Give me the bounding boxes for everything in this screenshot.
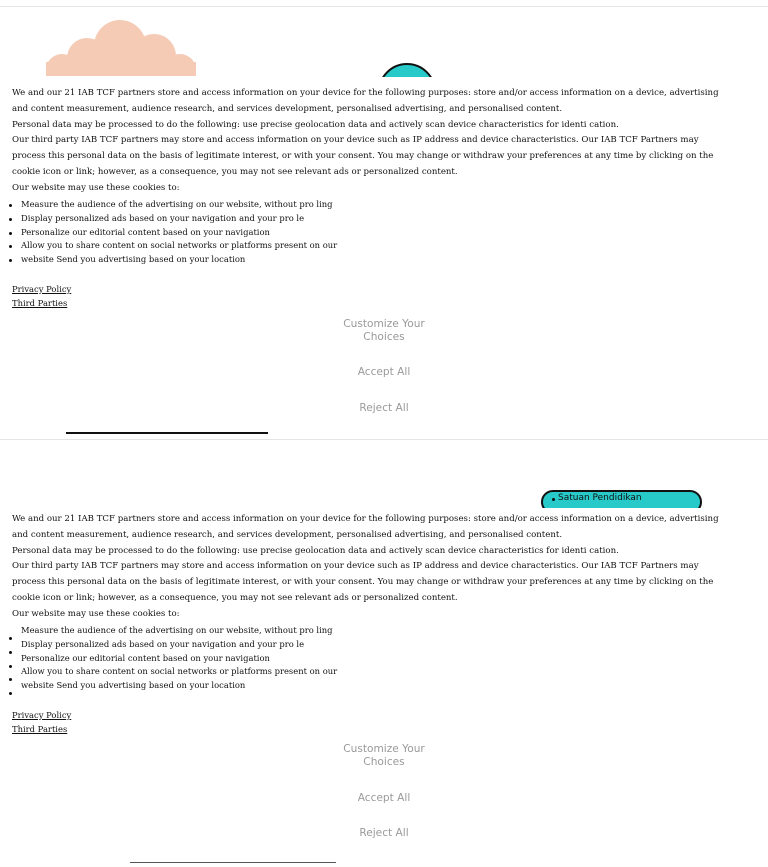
bullet-icon (9, 245, 12, 248)
list-item: Allow you to share content on social networks or platforms present on our (0, 665, 768, 679)
consent-intro-text: We and our 21 IAB TCF partners store and access information on your device for the following purposes: store and/or access information on a device, advertising and content measurement, audience research, and services development, personalised advertising, and personalised content. (12, 88, 719, 114)
section-divider (0, 439, 768, 440)
reject-all-button[interactable]: Reject All (359, 827, 409, 839)
bottom-divider-fragment (130, 862, 336, 867)
consent-intro-text: We and our 21 IAB TCF partners store and access information on your device for the following purposes: store and/or access information on a device, advertising and content measurement, audience research, and services development, personalised advertising, and personalised content. (12, 514, 719, 540)
cloud-illustration (42, 18, 198, 76)
teal-circle-decoration (378, 63, 436, 77)
pill-label: Satuan Pendidikan (558, 493, 642, 503)
consent-banner (0, 86, 768, 308)
customize-choices-button[interactable]: Customize Your Choices (329, 318, 439, 343)
satuan-pendidikan-pill[interactable] (541, 490, 702, 508)
list-item: Display personalized ads based on your navigation and your pro le (0, 212, 768, 226)
third-party-text: Our third party IAB TCF partners may store and access information on your device such as IP address and device characteristics. Our IAB TCF Partners may process this personal data on the basis of legitimate interest, or with your consent. You may change or withdraw your preferences at any time by clicking on the cookie icon or link; however, as a consequence, you may not see relevant ads or personalized content. (12, 135, 714, 177)
bullet-icon (9, 259, 12, 262)
list-item: Measure the audience of the advertising on our website, without pro ling (0, 198, 768, 212)
privacy-policy-link[interactable]: Privacy Policy (12, 709, 72, 720)
bullet-icon (9, 692, 12, 695)
list-item: Personalize our editorial content based on your navigation (0, 226, 768, 240)
bullet-icon (9, 204, 12, 207)
bullet-icon (9, 218, 12, 221)
personal-data-text: Personal data may be processed to do the following: use precise geolocation data and actively scan device characteristics for identi cation. (12, 545, 619, 556)
reject-all-button[interactable]: Reject All (359, 402, 409, 414)
personal-data-text: Personal data may be processed to do the following: use precise geolocation data and actively scan device characteristics for identi cation. (12, 119, 619, 130)
list-item: website Send you advertising based on your location (0, 679, 768, 693)
list-item: Personalize our editorial content based on your navigation (0, 652, 768, 666)
cookies-intro-text: Our website may use these cookies to: (12, 182, 180, 193)
list-item: website Send you advertising based on your location (0, 253, 768, 267)
bullet-icon (9, 232, 12, 235)
third-parties-link[interactable]: Third Parties (12, 297, 68, 308)
policy-links (12, 703, 768, 734)
cookies-intro-text: Our website may use these cookies to: (12, 608, 180, 619)
list-item: Display personalized ads based on your navigation and your pro le (0, 638, 768, 652)
bullet-icon (552, 498, 555, 501)
privacy-policy-link[interactable]: Privacy Policy (12, 283, 72, 294)
third-party-text: Our third party IAB TCF partners may store and access information on your device such as IP address and device characteristics. Our IAB TCF Partners may process this personal data on the basis of legitimate interest, or with your consent. You may change or withdraw your preferences at any time by clicking on the cookie icon or link; however, as a consequence, you may not see relevant ads or personalized content. (12, 561, 714, 603)
third-parties-link[interactable]: Third Parties (12, 723, 68, 734)
cookie-purpose-list (0, 198, 768, 267)
list-item: Allow you to share content on social networks or platforms present on our (0, 239, 768, 253)
accept-all-button[interactable]: Accept All (357, 366, 411, 378)
customize-choices-button[interactable]: Customize Your Choices (329, 743, 439, 768)
top-divider (0, 6, 768, 7)
consent-banner-repeat (0, 512, 768, 734)
accept-all-button[interactable]: Accept All (357, 792, 411, 804)
policy-links (12, 277, 768, 308)
cookie-purpose-list (0, 624, 768, 693)
content-underline (66, 432, 268, 434)
list-item: Measure the audience of the advertising on our website, without pro ling (0, 624, 768, 638)
